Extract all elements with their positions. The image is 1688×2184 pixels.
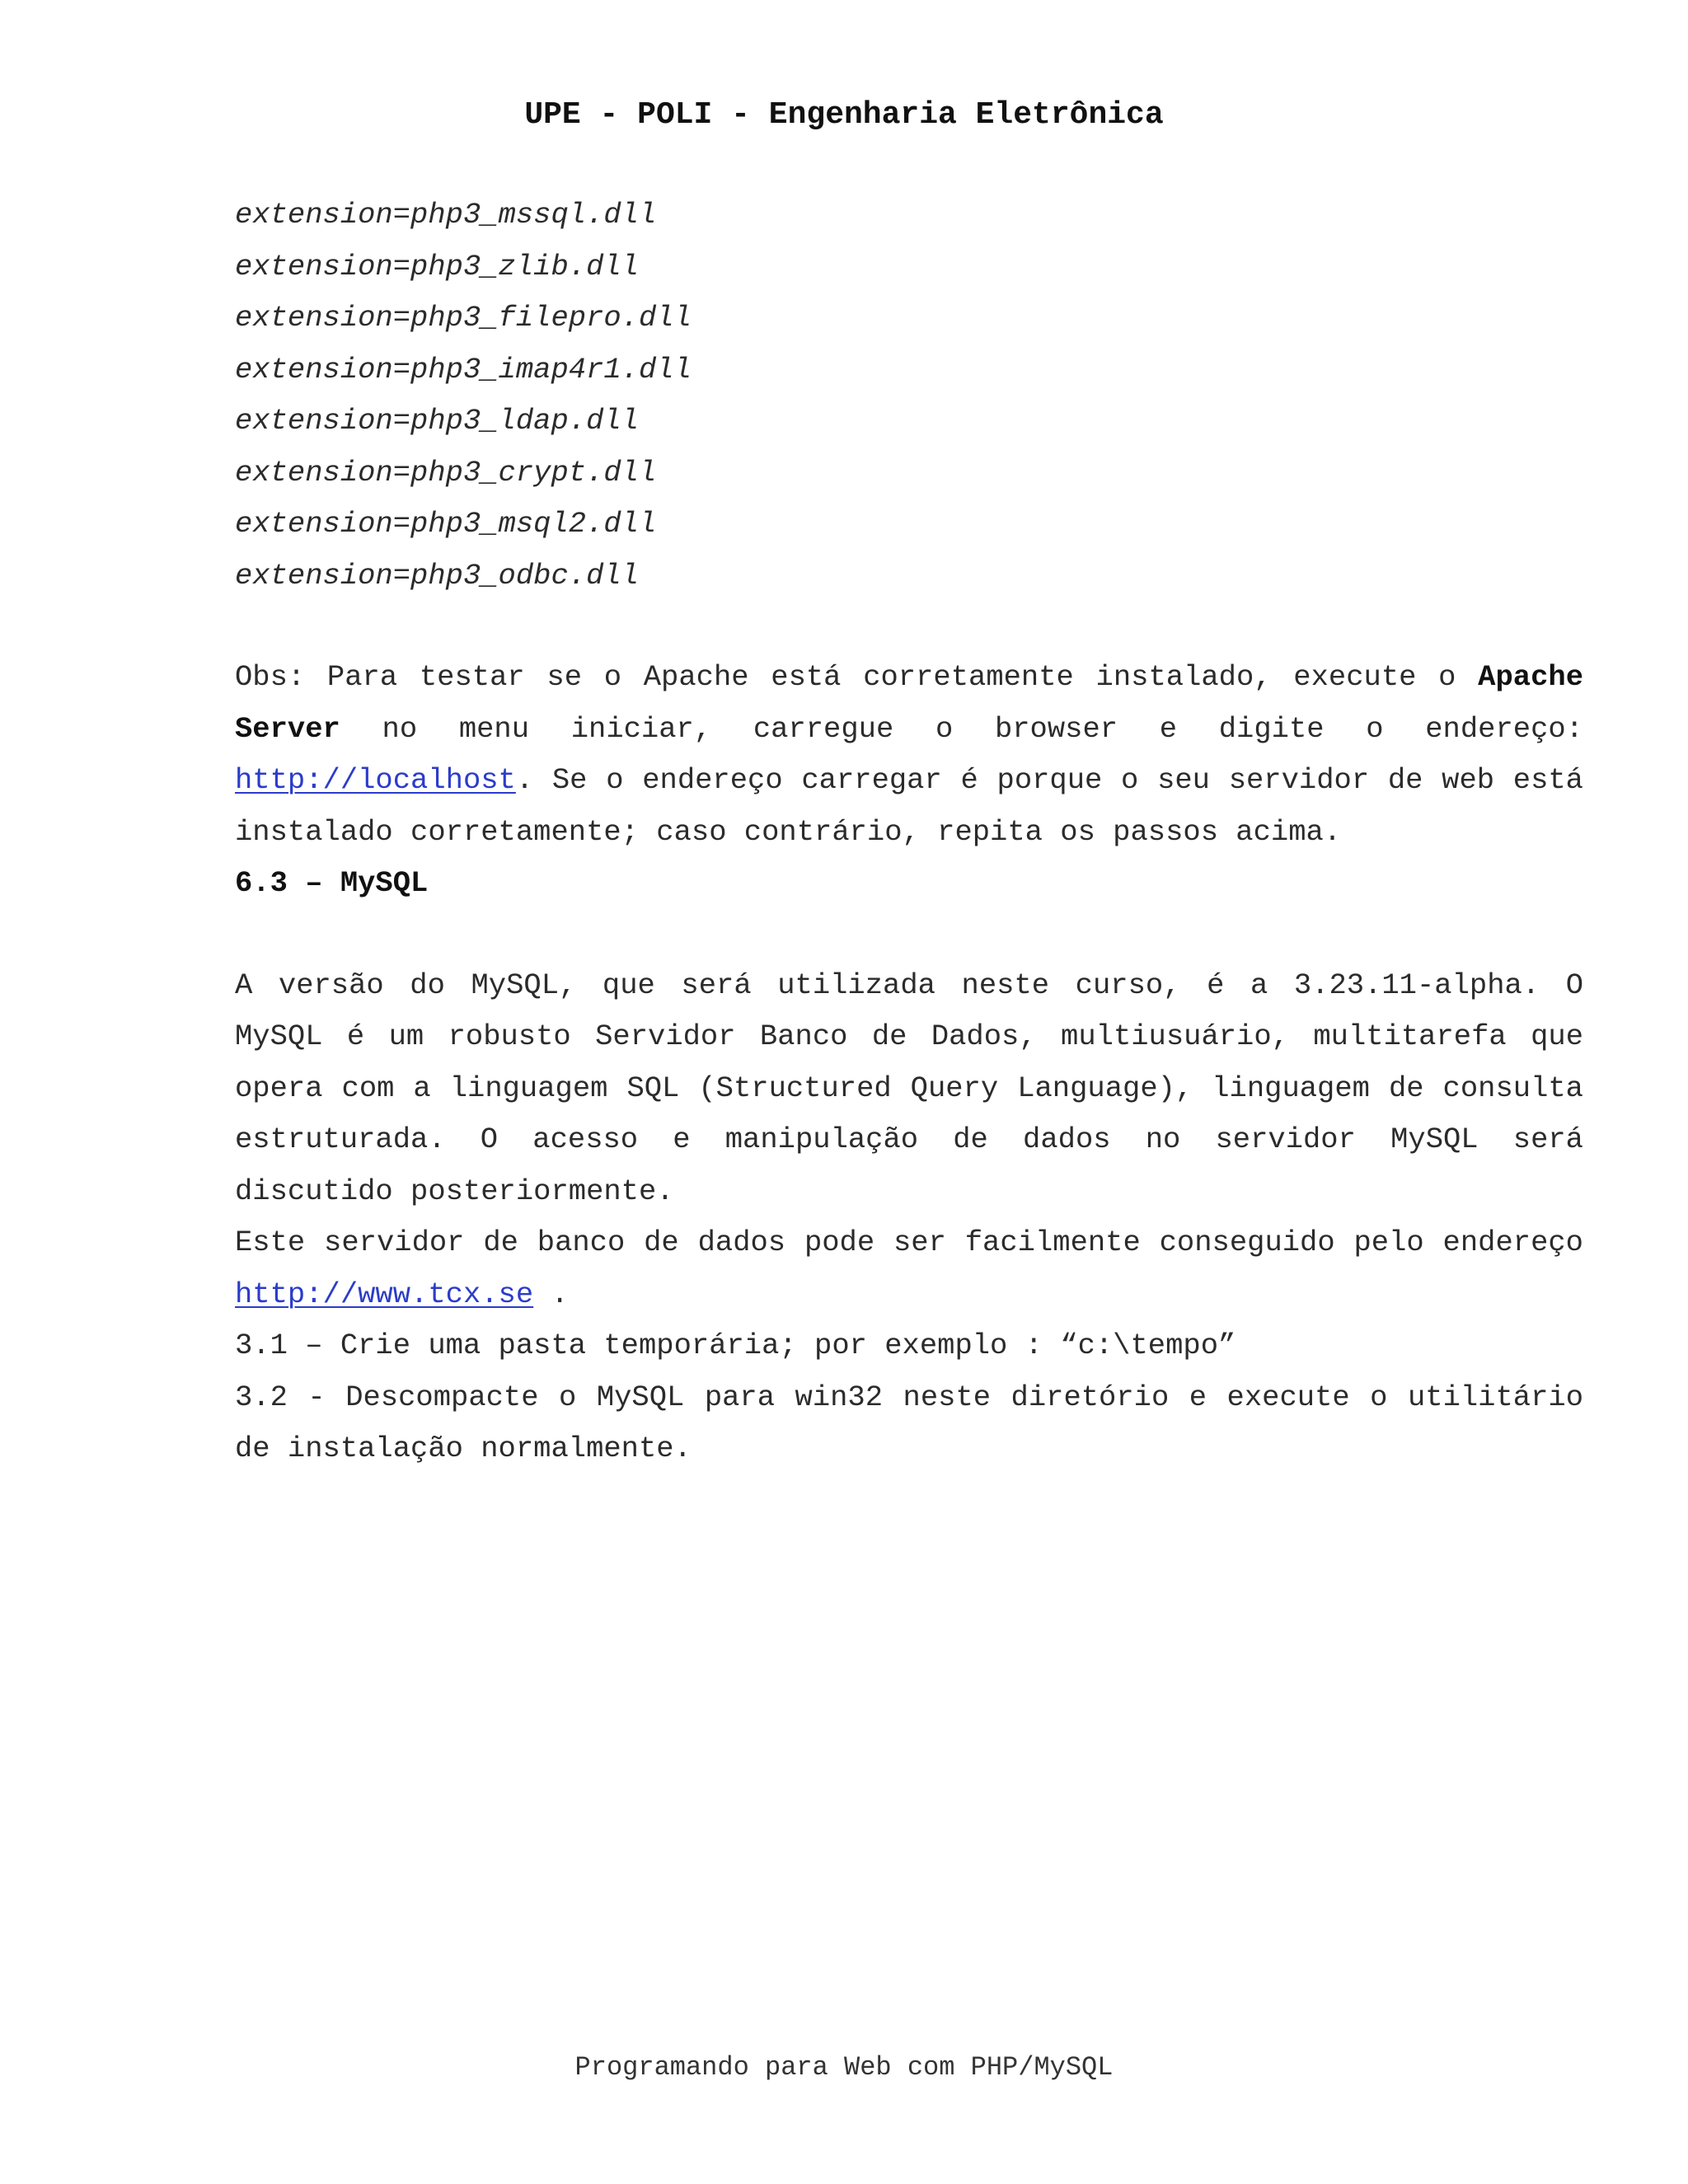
localhost-link[interactable]: http://localhost <box>235 763 516 797</box>
extension-line: extension=php3_msql2.dll <box>235 507 657 541</box>
obs-text-1: Obs: Para testar se o Apache está corretamente instalado, execute o <box>235 660 1479 694</box>
step-1: 3.1 – Crie uma pasta temporária; por exemplo : “c:\tempo” <box>235 1329 1236 1362</box>
tcx-link[interactable]: http://www.tcx.se <box>235 1277 534 1311</box>
extension-line: extension=php3_crypt.dll <box>235 455 657 490</box>
extension-line: extension=php3_filepro.dll <box>235 301 692 335</box>
apache-server-label: Apache Server <box>235 660 1583 746</box>
page-header: UPE - POLI - Engenharia Eletrônica <box>524 97 1164 133</box>
extension-line: extension=php3_zlib.dll <box>235 249 639 284</box>
mysql-download-paragraph <box>235 1217 1583 1320</box>
extension-line: extension=php3_imap4r1.dll <box>235 352 692 387</box>
download-end: . <box>533 1277 569 1311</box>
extension-list <box>235 190 1583 602</box>
obs-text-2: no menu iniciar, carregue o browser e digite o endereço: <box>340 711 1583 746</box>
page-footer: Programando para Web com PHP/MySQL <box>574 2052 1114 2083</box>
download-text: Este servidor de banco de dados pode ser facilmente conseguido pelo endereço <box>235 1226 1583 1259</box>
extension-line: extension=php3_ldap.dll <box>235 404 639 438</box>
mysql-intro-paragraph: A versão do MySQL, que será utilizada neste curso, é a 3.23.11-alpha. O MySQL é um robusto Servidor Banco de Dados, multiusuário, multitarefa que opera com a linguagem SQL (Structured Query Language), linguagem de consulta estruturada. O acesso e manipulação de dados no servidor MySQL será discutido posteriormente. <box>235 968 1583 1208</box>
document-body <box>235 190 1583 1475</box>
step-2: 3.2 - Descompacte o MySQL para win32 neste diretório e execute o utilitário de instalação normalmente. <box>235 1380 1583 1465</box>
obs-paragraph <box>235 652 1583 858</box>
extension-line: extension=php3_mssql.dll <box>235 198 657 232</box>
obs-text-3: . Se o endereço carregar é porque o seu servidor de web está instalado corretamente; caso contrário, repita os passos acima. <box>235 763 1583 849</box>
extension-line: extension=php3_odbc.dll <box>235 558 639 593</box>
section-heading: 6.3 – MySQL <box>235 866 429 900</box>
